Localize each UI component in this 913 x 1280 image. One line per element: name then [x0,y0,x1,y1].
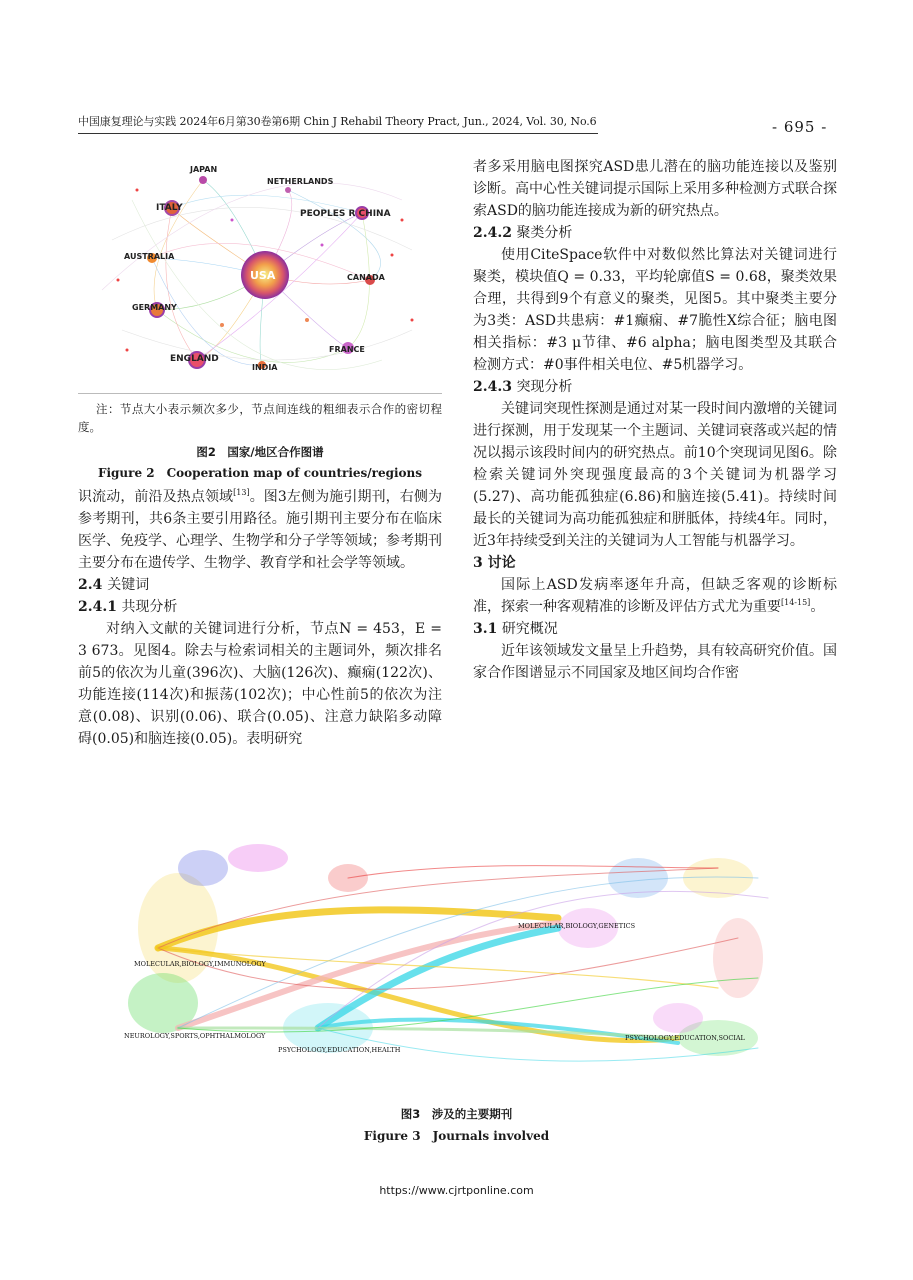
node-label: USA [250,269,276,282]
node-japan [199,176,207,184]
node-label: GERMANY [132,303,177,312]
paragraph: 关键词突现性探测是通过对某一段时间内激增的关键词进行探测，用于发现某一个主题词、关键词衰落或兴起的情况以揭示该段时间内的研究热点。前10个突现词见图6。除检索关键词外突现强度最高的3个关键词为机器学习(5.27)、高功能孤独症(6.86)和脑连接(5.41)。持续时间最长的关键词为高功能孤独症和胼胝体，持续4年。同时，近3年持续受到关注的关键词为人工智能与机器学习。 [473,401,837,549]
subsection-heading: 2.4.3 突现分析 [473,379,573,395]
figure2-note: 注：节点大小表示频次多少，节点间连线的粗细表示合作的密切程度。 [78,402,442,434]
journal-cluster-label: PSYCHOLOGY,EDUCATION,SOCIAL [625,1034,745,1042]
node-label: ENGLAND [170,354,219,364]
left-column [78,486,442,750]
citation: [13] [233,488,250,497]
figure2-caption-cn: 图2 国家/地区合作图谱 [196,445,324,459]
section-heading: 3 讨论 [473,555,516,571]
figure3-dual-map [118,838,818,1068]
section-heading: 2.4 关键词 [78,577,150,593]
figure2-network [82,160,438,390]
node-label: PEOPLES R CHINA [300,209,391,219]
running-header: 中国康复理论与实践 2024年6月第30卷第6期 Chin J Rehabil Theory Pract, Jun., 2024, Vol. 30, No.6 [78,113,598,134]
subsection-heading: 3.1 研究概况 [473,621,558,637]
figure2-caption-en: Figure 2 Cooperation map of countries/regions [97,466,423,480]
figure3-caption-en: Figure 3 Journals involved [363,1129,550,1143]
node-netherlands [285,187,291,193]
node-label: FRANCE [329,345,365,354]
citation: [14-15] [781,598,811,607]
map-clusters [128,844,763,1056]
journal-cluster-label: MOLECULAR,BIOLOGY,IMMUNOLOGY [134,960,266,968]
footer-url: https://www.cjrtponline.com [379,1184,534,1197]
node-label: NETHERLANDS [267,177,334,186]
journal-cluster-label: PSYCHOLOGY,EDUCATION,HEALTH [278,1046,401,1054]
paragraph: 识流动，前沿及热点领域[13]。图3左侧为施引期刊，右侧为参考期刊，共6条主要引用路径。施引期刊主要分布在临床医学、免疫学、心理学、生物学和分子学等领域；参考期刊主要分布在遗传学、生物学、教育学和社会学等领域。 [78,488,442,571]
right-column [473,156,837,684]
node-label: CANADA [347,273,385,282]
figure2-note-rule [78,393,442,394]
journal-cluster-label: NEUROLOGY,SPORTS,OPHTHALMOLOGY [124,1032,266,1040]
paragraph: 近年该领域发文量呈上升趋势，具有较高研究价值。国家合作图谱显示不同国家及地区间均合作密 [473,643,837,681]
paragraph: 使用CiteSpace软件中对数似然比算法对关键词进行聚类，模块值Q = 0.33，平均轮廓值S = 0.68，聚类效果合理，共得到9个有意义的聚类，见图5。其中聚类主要分为3类：ASD共患病：#1癫痫、#7脆性X综合征；脑电图相关指标：#3 μ节律、#6 alpha；脑电图类型及其联合检测方式：#0事件相关电位、#5机器学习。 [473,247,837,373]
page-number: - 695 - [772,118,828,136]
paragraph: 对纳入文献的关键词进行分析，节点N = 453，E = 3 673。见图4。除去与检索词相关的主题词外，频次排名前5的依次为儿童(396次)、大脑(126次)、癫痫(122次)、功能连接(114次)和振荡(102次)；中心性前5的依次为注意(0.08)、识别(0.06)、联合(0.05)、注意力缺陷多动障碍(0.05)和脑连接(0.05)。表明研究 [78,621,442,747]
figure3-caption-cn: 图3 涉及的主要期刊 [400,1107,513,1121]
journal-cluster-label: MOLECULAR,BIOLOGY,GENETICS [518,922,636,930]
node-label: INDIA [252,363,278,372]
node-label: JAPAN [190,165,218,174]
subsection-heading: 2.4.1 共现分析 [78,599,178,615]
subsection-heading: 2.4.2 聚类分析 [473,225,573,241]
paragraph: 国际上ASD发病率逐年升高，但缺乏客观的诊断标准，探索一种客观精准的诊断及评估方式尤为重要[14-15]。 [473,577,837,615]
node-label: AUSTRALIA [124,252,175,261]
paragraph: 者多采用脑电图探究ASD患儿潜在的脑功能连接以及鉴别诊断。高中心性关键词提示国际上采用多种检测方式联合探索ASD的脑功能连接成为新的研究热点。 [473,159,837,219]
node-label: ITALY [156,203,183,213]
